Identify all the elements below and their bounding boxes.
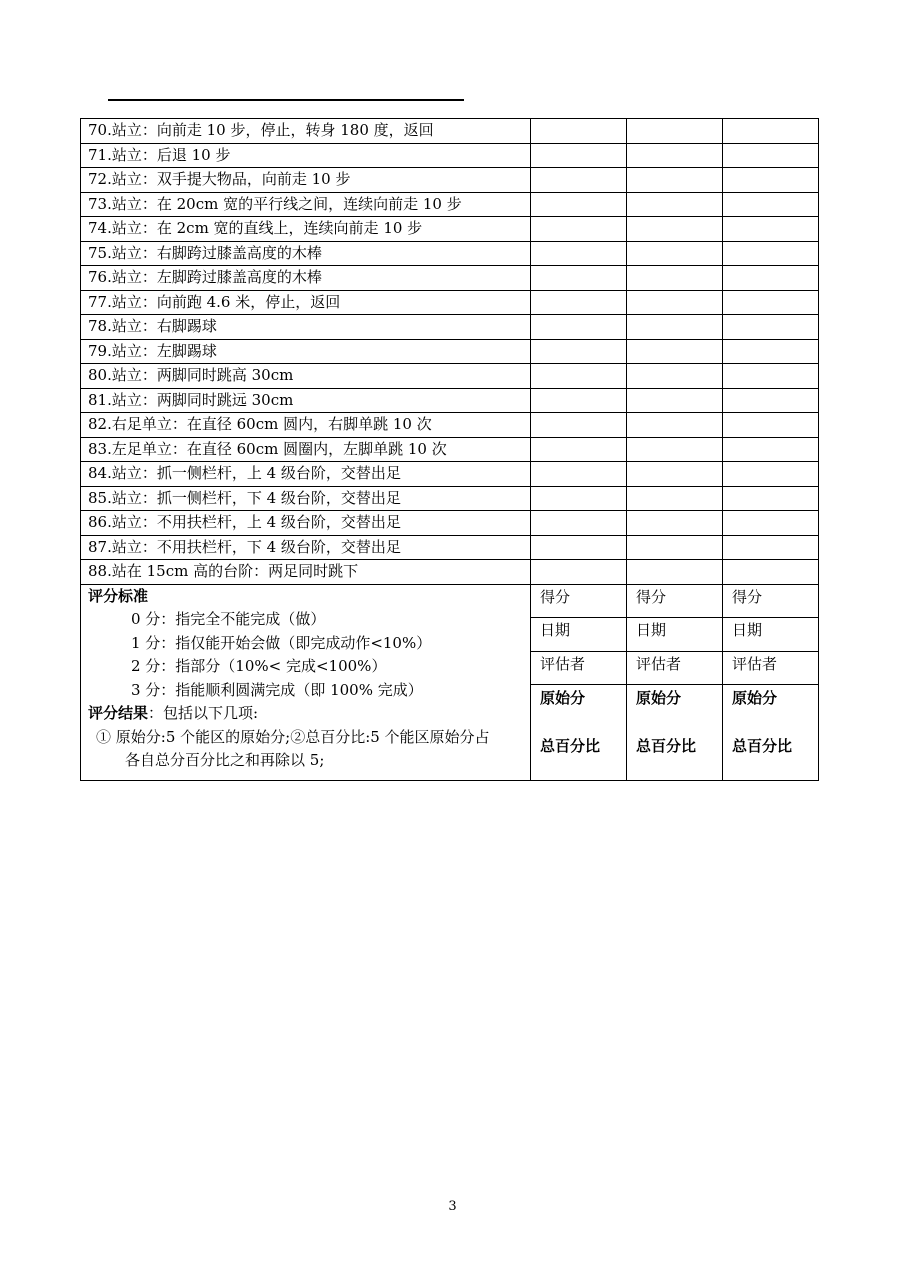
result-heading	[88, 702, 530, 726]
score-cell	[627, 511, 723, 536]
total-percent-label: 总百分比	[636, 736, 697, 755]
criteria-level-2: 2 分：指部分（10%< 完成<100%）	[131, 657, 387, 675]
item-label: 70.站立：向前走 10 步，停止，转身 180 度，返回	[81, 119, 531, 144]
score-cell	[531, 389, 627, 414]
score-cell	[723, 438, 819, 463]
item-label: 74.站立：在 2cm 宽的直线上，连续向前走 10 步	[81, 217, 531, 242]
score-cell	[531, 266, 627, 291]
table-row	[81, 242, 819, 267]
score-cell	[531, 511, 627, 536]
score-label: 得分	[627, 585, 723, 618]
table-row	[81, 340, 819, 365]
item-label: 77.站立：向前跑 4.6 米，停止，返回	[81, 291, 531, 316]
score-cell	[627, 413, 723, 438]
item-label: 75.站立：右脚跨过膝盖高度的木棒	[81, 242, 531, 267]
score-cell	[723, 291, 819, 316]
score-cell	[531, 193, 627, 218]
score-cell	[723, 168, 819, 193]
score-cell	[531, 119, 627, 144]
score-cell	[531, 487, 627, 512]
total-percent-label: 总百分比	[732, 736, 793, 755]
score-cell	[627, 291, 723, 316]
summary-column	[723, 585, 819, 781]
item-rows	[81, 119, 819, 585]
score-cell	[627, 242, 723, 267]
score-cell	[531, 560, 627, 585]
raw-score-label: 原始分	[732, 688, 778, 707]
item-label: 80.站立：两脚同时跳高 30cm	[81, 364, 531, 389]
score-cell	[627, 462, 723, 487]
score-cell	[531, 340, 627, 365]
totals-cell	[723, 685, 819, 781]
scoring-criteria-cell	[81, 585, 531, 781]
table-row	[81, 291, 819, 316]
score-cell	[627, 438, 723, 463]
table-row	[81, 217, 819, 242]
score-cell	[723, 315, 819, 340]
assessor-label: 评估者	[723, 652, 819, 685]
date-label: 日期	[627, 618, 723, 652]
score-cell	[531, 462, 627, 487]
summary-column	[531, 585, 627, 781]
table-row	[81, 438, 819, 463]
table-row	[81, 560, 819, 585]
raw-score-label: 原始分	[636, 688, 682, 707]
score-cell	[723, 487, 819, 512]
table-row	[81, 536, 819, 561]
item-label: 82.右足单立：在直径 60cm 圆内，右脚单跳 10 次	[81, 413, 531, 438]
summary-section	[81, 585, 819, 781]
page-number: 3	[448, 1199, 457, 1214]
score-cell	[531, 315, 627, 340]
score-cell	[531, 242, 627, 267]
score-cell	[531, 144, 627, 169]
score-cell	[531, 364, 627, 389]
table-row	[81, 511, 819, 536]
item-label: 72.站立：双手提大物品，向前走 10 步	[81, 168, 531, 193]
score-cell	[627, 193, 723, 218]
table-row	[81, 413, 819, 438]
item-label: 76.站立：左脚跨过膝盖高度的木棒	[81, 266, 531, 291]
assessor-label: 评估者	[627, 652, 723, 685]
score-cell	[531, 217, 627, 242]
score-cell	[531, 413, 627, 438]
result-line-2: 各自总分百分比之和再除以 5;	[125, 751, 325, 769]
date-label: 日期	[723, 618, 819, 652]
item-label: 81.站立：两脚同时跳远 30cm	[81, 389, 531, 414]
score-cell	[627, 119, 723, 144]
result-title: 评分结果	[88, 704, 149, 722]
item-label: 88.站在 15cm 高的台阶：两足同时跳下	[81, 560, 531, 585]
result-intro: ：包括以下几项:	[148, 704, 259, 722]
item-label: 84.站立：抓一侧栏杆，上 4 级台阶，交替出足	[81, 462, 531, 487]
total-percent-label: 总百分比	[540, 736, 601, 755]
score-cell	[723, 364, 819, 389]
score-cell	[723, 511, 819, 536]
item-label: 79.站立：左脚踢球	[81, 340, 531, 365]
item-label: 85.站立：抓一侧栏杆，下 4 级台阶，交替出足	[81, 487, 531, 512]
item-label: 78.站立：右脚踢球	[81, 315, 531, 340]
score-cell	[531, 438, 627, 463]
score-cell	[723, 217, 819, 242]
item-label: 71.站立：后退 10 步	[81, 144, 531, 169]
table-row	[81, 315, 819, 340]
item-label: 86.站立：不用扶栏杆，上 4 级台阶，交替出足	[81, 511, 531, 536]
table-row	[81, 389, 819, 414]
assessment-table	[80, 118, 819, 781]
item-label: 73.站立：在 20cm 宽的平行线之间，连续向前走 10 步	[81, 193, 531, 218]
date-label: 日期	[531, 618, 627, 652]
criteria-title: 评分标准	[88, 586, 149, 605]
score-cell	[627, 315, 723, 340]
table-row	[81, 487, 819, 512]
totals-cell	[627, 685, 723, 781]
score-cell	[531, 168, 627, 193]
score-label: 得分	[723, 585, 819, 618]
score-cell	[723, 462, 819, 487]
table-row	[81, 119, 819, 144]
score-cell	[627, 168, 723, 193]
table-row	[81, 462, 819, 487]
summary-columns	[531, 585, 819, 781]
table-row	[81, 193, 819, 218]
totals-cell	[531, 685, 627, 781]
criteria-level-1: 1 分：指仅能开始会做（即完成动作<10%）	[131, 633, 432, 652]
criteria-level-3: 3 分：指能顺利圆满完成（即 100% 完成）	[131, 680, 423, 699]
score-cell	[627, 389, 723, 414]
score-cell	[627, 266, 723, 291]
score-cell	[627, 364, 723, 389]
score-label: 得分	[531, 585, 627, 618]
score-cell	[531, 536, 627, 561]
score-cell	[723, 242, 819, 267]
score-cell	[723, 340, 819, 365]
table-row	[81, 144, 819, 169]
score-cell	[723, 266, 819, 291]
result-line-1: ① 原始分:5 个能区的原始分;②总百分比:5 个能区原始分占	[96, 727, 490, 746]
header-rule	[108, 99, 464, 101]
score-cell	[627, 536, 723, 561]
table-row	[81, 364, 819, 389]
score-cell	[723, 560, 819, 585]
item-label: 83.左足单立：在直径 60cm 圆圈内，左脚单跳 10 次	[81, 438, 531, 463]
score-cell	[627, 217, 723, 242]
summary-column	[627, 585, 723, 781]
score-cell	[723, 536, 819, 561]
table-row	[81, 168, 819, 193]
score-cell	[627, 340, 723, 365]
score-cell	[723, 389, 819, 414]
score-cell	[627, 487, 723, 512]
score-cell	[627, 560, 723, 585]
item-label: 87.站立：不用扶栏杆，下 4 级台阶，交替出足	[81, 536, 531, 561]
raw-score-label: 原始分	[540, 688, 586, 707]
score-cell	[723, 119, 819, 144]
score-cell	[723, 413, 819, 438]
assessor-label: 评估者	[531, 652, 627, 685]
table-row	[81, 266, 819, 291]
score-cell	[627, 144, 723, 169]
score-cell	[531, 291, 627, 316]
score-cell	[723, 144, 819, 169]
criteria-level-0: 0 分：指完全不能完成（做）	[131, 610, 326, 628]
score-cell	[723, 193, 819, 218]
